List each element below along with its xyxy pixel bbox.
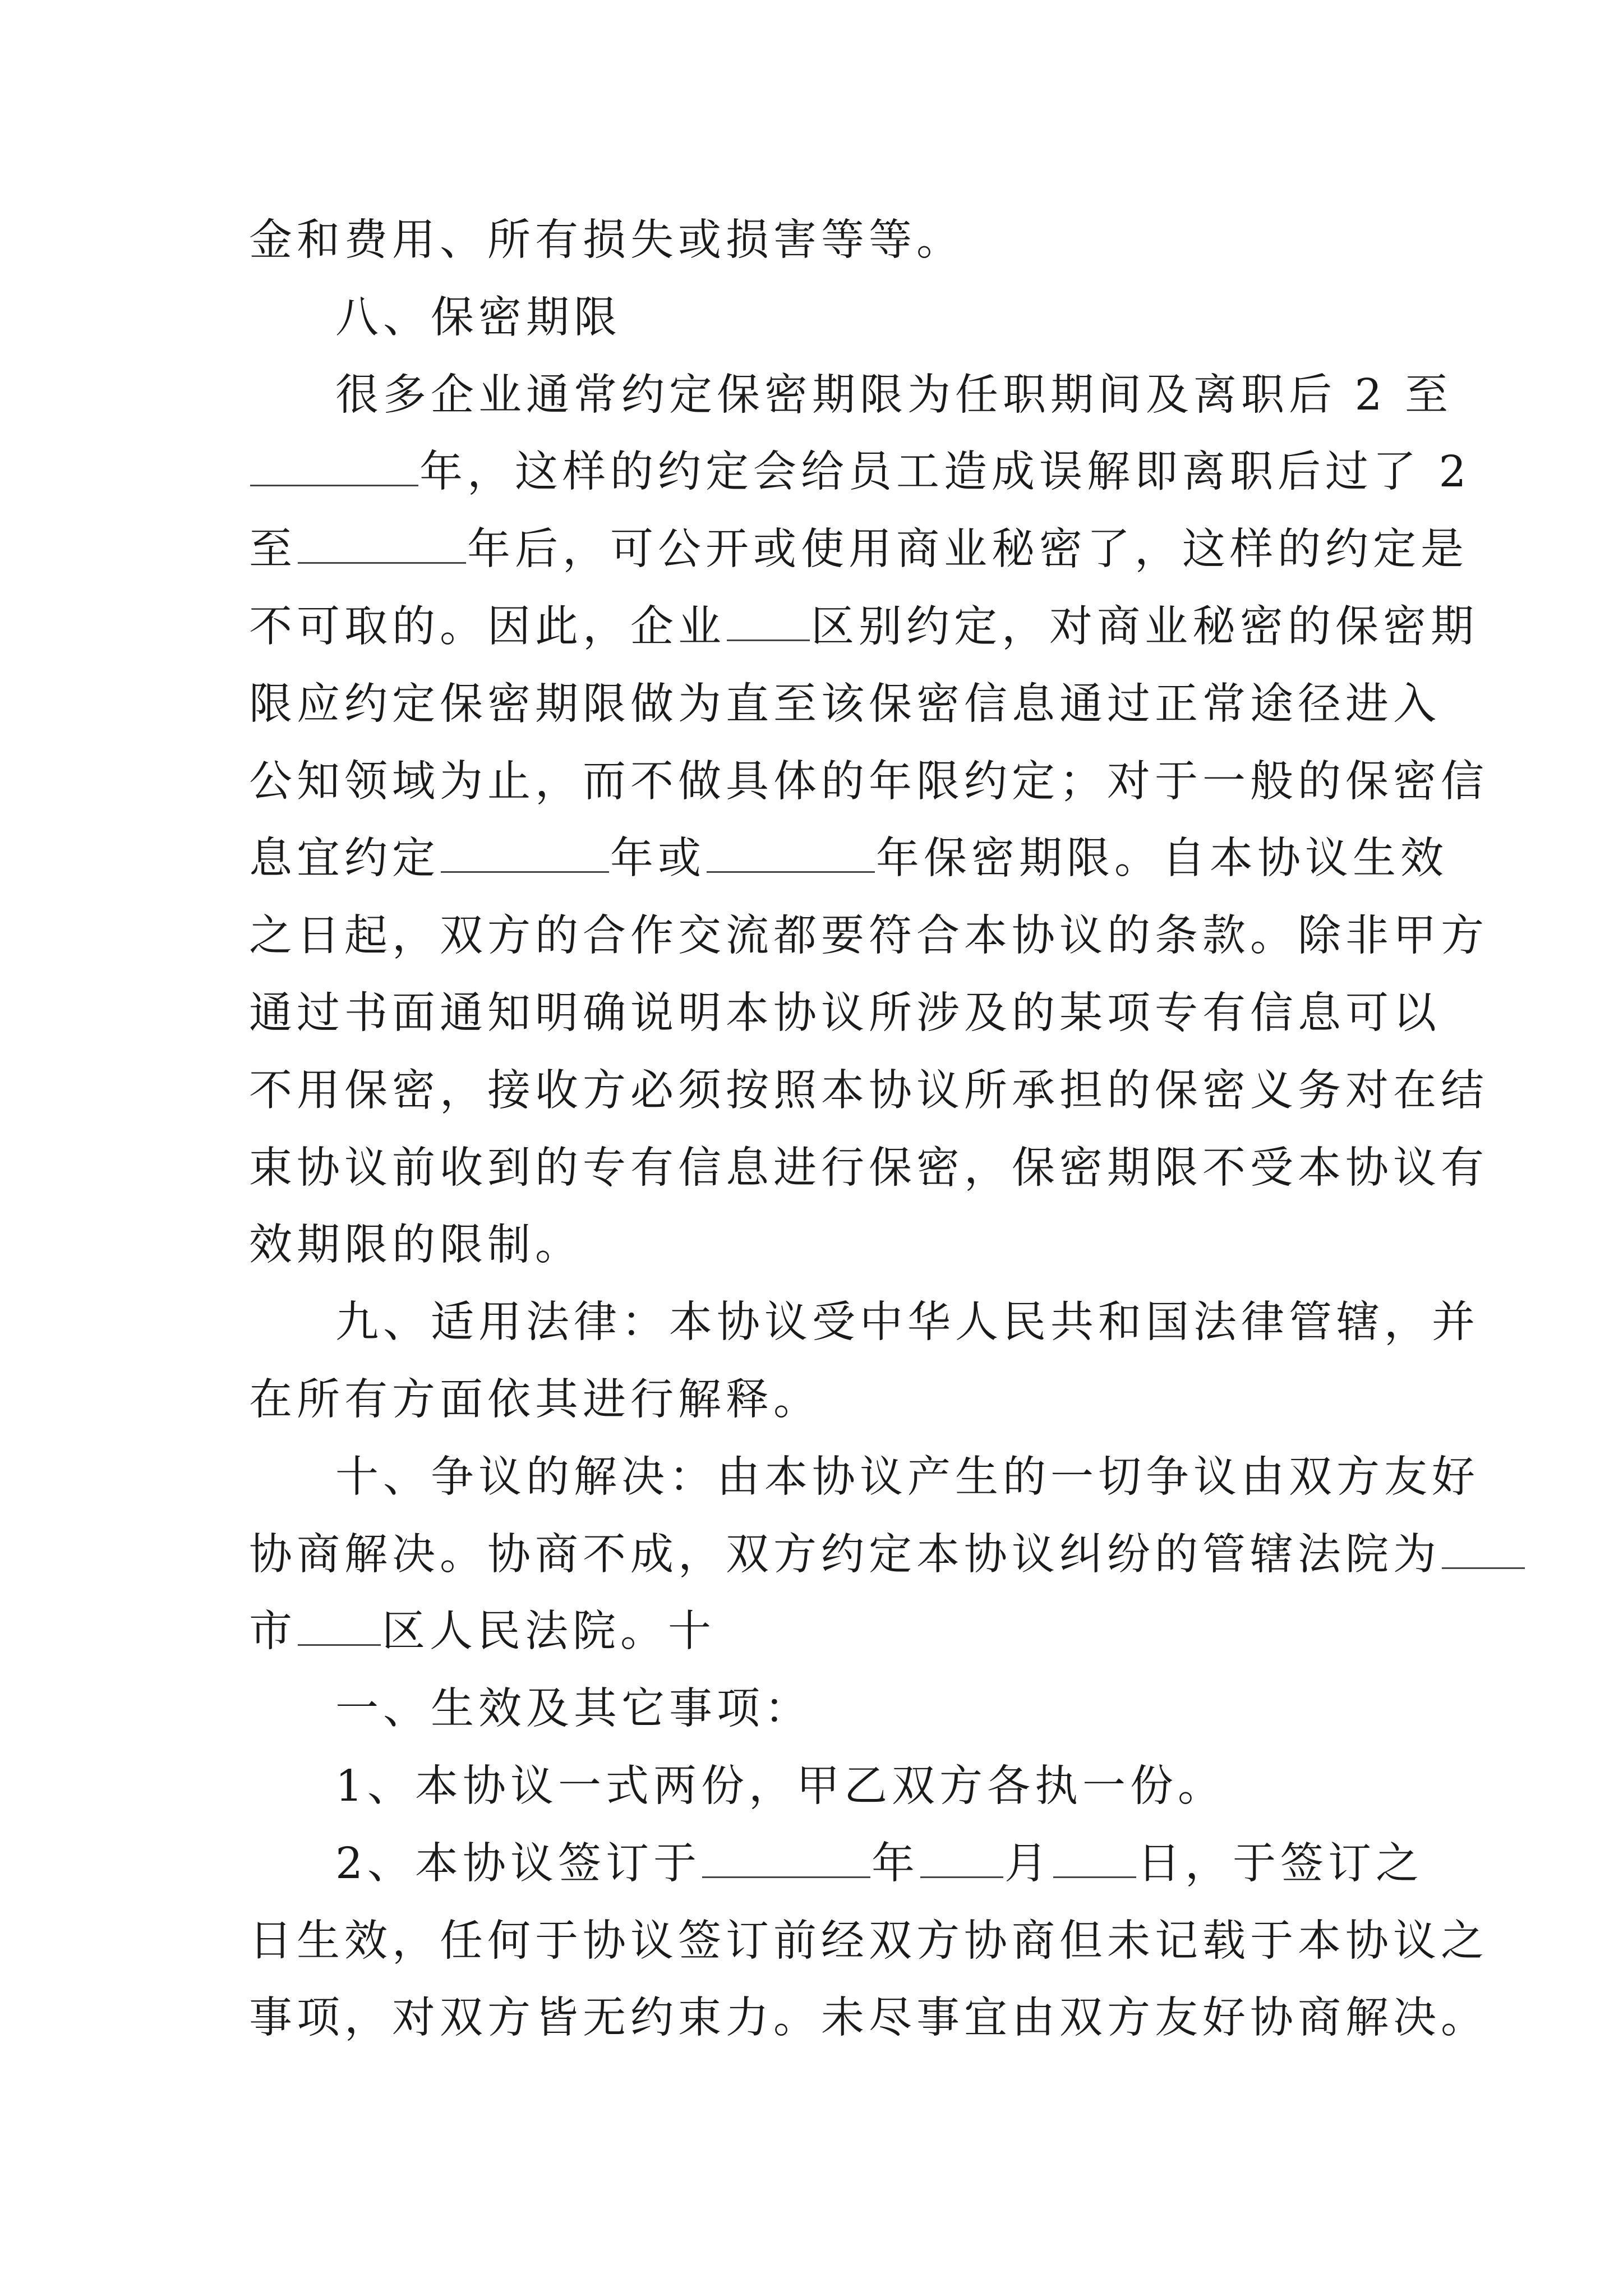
- line-text: 不用保密，接收方必须按照本协议所承担的保密义务对在结: [249, 1065, 1488, 1116]
- text-line: [249, 975, 1441, 1052]
- line-text: 之日起，双方的合作交流都要符合本协议的条款。除非甲方: [249, 911, 1488, 961]
- fill-in-blank: [1053, 1843, 1136, 1878]
- line-text: 2、本协议签订于: [335, 1838, 701, 1889]
- text-line: [249, 511, 1468, 588]
- text-line: [249, 1980, 1488, 2057]
- fill-in-blank: [707, 838, 875, 873]
- text-line: [249, 1593, 1399, 1671]
- fill-in-blank: [1442, 1534, 1525, 1569]
- heading-text: 八、保密期限: [335, 292, 621, 343]
- text-line: [249, 1903, 1488, 1980]
- text-line: [249, 202, 1399, 279]
- line-text: 限应约定保密期限做为直至该保密信息通过正常途径进入: [249, 679, 1441, 729]
- line-text: 年，这样的约定会给员工造成误解即离职后过了 2: [419, 447, 1471, 498]
- fill-in-blank: [920, 1843, 1003, 1878]
- text-line: [249, 898, 1488, 975]
- fill-in-blank: [702, 1843, 870, 1878]
- line-text: 金和费用、所有损失或损害等等。: [249, 215, 964, 265]
- line-text: 在所有方面依其进行解释。: [249, 1374, 821, 1425]
- line-text: 效期限的限制。: [249, 1220, 583, 1271]
- section-heading-confidentiality-period: [249, 279, 1399, 357]
- text-line: [249, 1130, 1488, 1207]
- list-item: [249, 1825, 1423, 1903]
- line-text: 月: [1004, 1838, 1052, 1889]
- line-text: 通过书面通知明确说明本协议所涉及的某项专有信息可以: [249, 988, 1441, 1038]
- text-line: [249, 588, 1478, 666]
- fill-in-blank: [727, 606, 810, 641]
- line-text: 息宜约定: [249, 834, 440, 884]
- text-line: [249, 820, 1448, 898]
- fill-in-blank: [250, 451, 418, 486]
- line-text: 至: [249, 524, 297, 575]
- line-text: 年保密期限。自本协议生效: [876, 834, 1448, 884]
- text-line: [249, 434, 1471, 511]
- text-line: [249, 1052, 1488, 1130]
- text-line: [249, 1207, 1399, 1284]
- text-line: [249, 743, 1488, 821]
- line-text: 年后，可公开或使用商业秘密了，这样的约定是: [467, 524, 1468, 575]
- line-text: 协商解决。协商不成，双方约定本协议纠纷的管辖法院为: [249, 1529, 1441, 1580]
- section-heading-applicable-law: [249, 1284, 1479, 1361]
- fill-in-blank: [298, 1611, 381, 1646]
- section-heading-effectiveness: [249, 1671, 1399, 1748]
- fill-in-blank: [298, 528, 466, 564]
- text-line: [249, 357, 1453, 434]
- list-item: [249, 1748, 1399, 1825]
- document-body: [249, 202, 1488, 2057]
- line-text: 年: [872, 1838, 919, 1889]
- line-text: 区别约定，对商业秘密的保密期: [811, 601, 1478, 652]
- text-line: [249, 1361, 1399, 1439]
- line-text: 日，于签订之: [1137, 1838, 1423, 1889]
- line-text: 一、生效及其它事项：: [335, 1684, 812, 1734]
- line-text: 不可取的。因此，企业: [249, 601, 726, 652]
- line-text: 束协议前收到的专有信息进行保密，保密期限不受本协议有: [249, 1143, 1488, 1193]
- line-text: 区人民法院。十: [382, 1607, 716, 1657]
- line-text: 年或: [610, 834, 706, 884]
- section-heading-dispute-resolution: [249, 1439, 1479, 1516]
- line-text: 日生效，任何于协议签订前经双方协商但未记载于本协议之: [249, 1916, 1488, 1966]
- line-text: 九、适用法律：本协议受中华人民共和国法律管辖，并: [335, 1297, 1479, 1348]
- line-text: 1、本协议一式两份，甲乙双方各执一份。: [335, 1761, 1225, 1811]
- text-line: [249, 1516, 1441, 1594]
- line-text: 市: [249, 1607, 297, 1657]
- text-line: [249, 666, 1441, 743]
- line-text: 事项，对双方皆无约束力。未尽事宜由双方友好协商解决。: [249, 1993, 1488, 2044]
- fill-in-blank: [441, 838, 609, 873]
- line-text: 十、争议的解决：由本协议产生的一切争议由双方友好: [335, 1452, 1479, 1502]
- line-text: 公知领域为止，而不做具体的年限约定；对于一般的保密信: [249, 756, 1488, 807]
- line-text: 很多企业通常约定保密期限为任职期间及离职后 2 至: [335, 370, 1453, 420]
